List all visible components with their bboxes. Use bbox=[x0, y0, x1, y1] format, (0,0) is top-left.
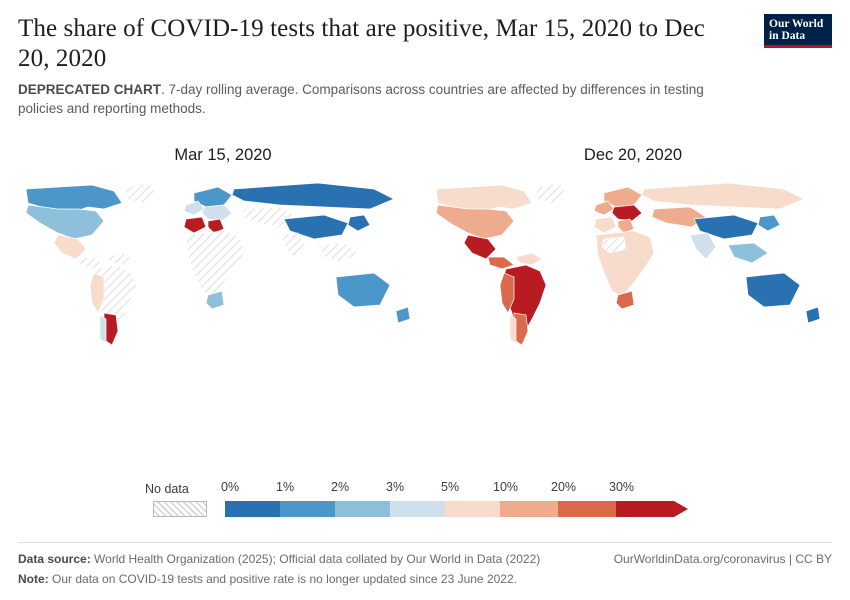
country-india[interactable] bbox=[280, 233, 306, 259]
footer-note-text: Our data on COVID-19 tests and positive rate is no longer updated since 23 June 2022. bbox=[52, 572, 517, 586]
legend-tick-2: 2% bbox=[331, 480, 350, 494]
world-map-dec-20-2020[interactable] bbox=[428, 173, 838, 373]
footer-source-text: World Health Organization (2025); Official data collated by Our World in Data (2022) bbox=[94, 552, 541, 566]
footer-source-row bbox=[18, 550, 832, 568]
world-map-mar-15-2020[interactable] bbox=[18, 173, 428, 373]
region-southeast-asia[interactable] bbox=[728, 243, 768, 263]
chart-header bbox=[18, 14, 832, 118]
footer-source-label: Data source: bbox=[18, 552, 91, 566]
country-mexico[interactable] bbox=[464, 235, 496, 259]
footer-link[interactable]: OurWorldinData.org/coronavirus | CC BY bbox=[613, 552, 832, 566]
legend-tick-3: 3% bbox=[386, 480, 405, 494]
legend-tick-7: 30% bbox=[609, 480, 635, 494]
owid-logo-line2: in Data bbox=[769, 30, 806, 42]
region-caribbean[interactable] bbox=[516, 253, 542, 265]
country-united-states[interactable] bbox=[436, 205, 514, 239]
country-greenland[interactable] bbox=[536, 183, 568, 203]
legend-inner bbox=[145, 480, 705, 517]
chart-footer bbox=[18, 542, 832, 588]
country-japan-korea[interactable] bbox=[348, 215, 370, 231]
map-label-left: Mar 15, 2020 bbox=[174, 146, 272, 165]
country-new-zealand[interactable] bbox=[396, 307, 410, 323]
legend-swatch-4[interactable] bbox=[445, 501, 500, 517]
country-mexico[interactable] bbox=[54, 235, 86, 259]
country-spain[interactable] bbox=[184, 217, 206, 233]
map-panel-right bbox=[428, 146, 838, 436]
legend-tick-5: 10% bbox=[493, 480, 519, 494]
country-russia[interactable] bbox=[232, 183, 394, 209]
region-central-america[interactable] bbox=[488, 257, 514, 269]
legend-swatches bbox=[225, 501, 688, 517]
legend-swatch-3[interactable] bbox=[390, 501, 445, 517]
page-title: The share of COVID-19 tests that are positive, Mar 15, 2020 to Dec 20, 2020 bbox=[18, 15, 705, 72]
legend-no-data-label: No data bbox=[145, 482, 189, 496]
legend-arrow-icon bbox=[674, 501, 688, 517]
legend-tick-1: 1% bbox=[276, 480, 295, 494]
footer-divider bbox=[18, 542, 832, 543]
map-panels bbox=[18, 146, 832, 436]
region-caribbean[interactable] bbox=[106, 253, 132, 265]
legend-swatch-1[interactable] bbox=[280, 501, 335, 517]
legend-swatch-5[interactable] bbox=[500, 501, 558, 517]
legend-no-data-swatch[interactable] bbox=[153, 501, 207, 517]
continent-africa[interactable] bbox=[186, 231, 244, 297]
country-central-europe[interactable] bbox=[612, 205, 642, 221]
country-chile[interactable] bbox=[510, 315, 516, 343]
country-spain[interactable] bbox=[594, 217, 616, 233]
color-legend bbox=[0, 480, 850, 540]
legend-tick-0: 0% bbox=[221, 480, 240, 494]
region-central-america[interactable] bbox=[78, 257, 104, 269]
region-southeast-asia[interactable] bbox=[318, 243, 358, 263]
map-label-right: Dec 20, 2020 bbox=[583, 146, 683, 165]
legend-swatch-0[interactable] bbox=[225, 501, 280, 517]
legend-bar bbox=[145, 501, 705, 517]
footer-note bbox=[18, 570, 832, 588]
country-australia[interactable] bbox=[746, 273, 800, 307]
deprecated-badge: DEPRECATED CHART bbox=[18, 82, 162, 97]
country-united-states[interactable] bbox=[26, 205, 104, 239]
owid-logo-line1: Our World bbox=[769, 18, 824, 30]
footer-note-label: Note: bbox=[18, 572, 49, 586]
legend-swatch-6[interactable] bbox=[558, 501, 616, 517]
legend-labels bbox=[145, 480, 705, 498]
subtitle-rest: . 7-day rolling average. Comparisons across countries are affected by differences in testing policies and reporting methods. bbox=[18, 82, 704, 117]
map-canvas-left[interactable] bbox=[18, 173, 428, 403]
legend-swatch-7[interactable] bbox=[616, 501, 674, 517]
country-australia[interactable] bbox=[336, 273, 390, 307]
country-india[interactable] bbox=[690, 233, 716, 259]
legend-tick-4: 5% bbox=[441, 480, 460, 494]
map-panel-left bbox=[18, 146, 428, 436]
map-canvas-right[interactable] bbox=[428, 173, 838, 403]
chart-subtitle bbox=[18, 80, 738, 118]
owid-logo[interactable] bbox=[764, 14, 832, 48]
country-russia[interactable] bbox=[642, 183, 804, 209]
country-chile[interactable] bbox=[100, 315, 106, 343]
legend-tick-6: 20% bbox=[551, 480, 577, 494]
footer-source bbox=[18, 550, 540, 568]
country-greenland[interactable] bbox=[126, 183, 158, 203]
country-japan-korea[interactable] bbox=[758, 215, 780, 231]
legend-swatch-2[interactable] bbox=[335, 501, 390, 517]
country-central-europe[interactable] bbox=[202, 205, 232, 221]
country-new-zealand[interactable] bbox=[806, 307, 820, 323]
